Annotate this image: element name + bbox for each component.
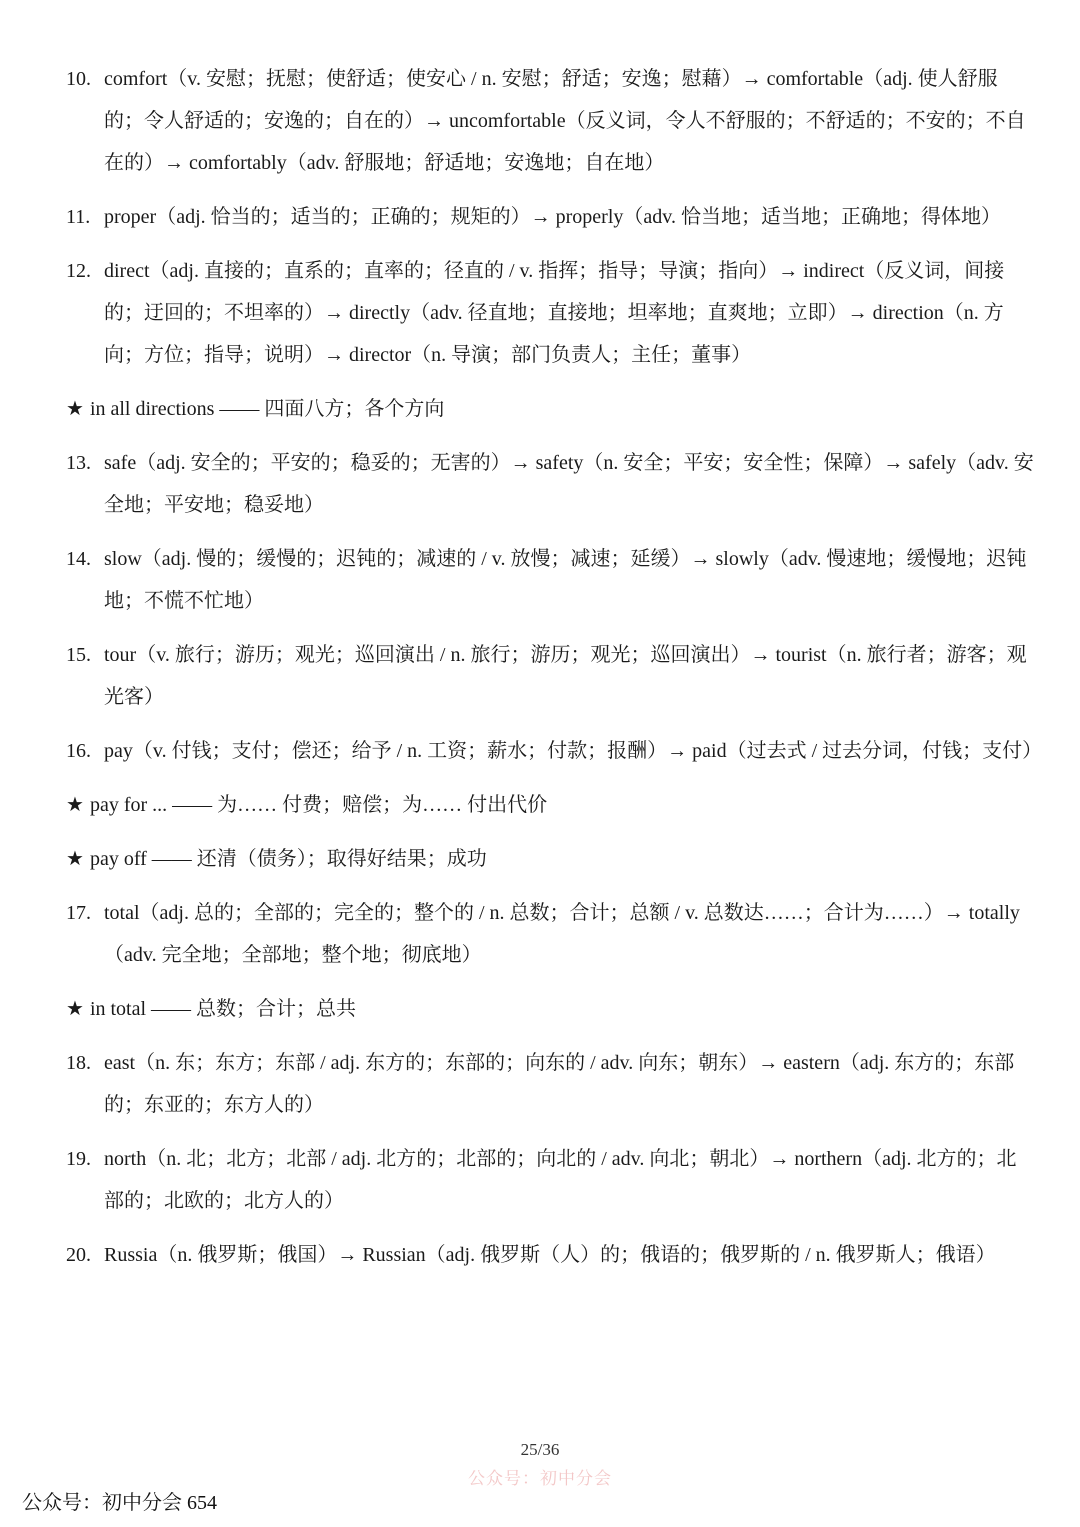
vocab-entry-20: [66, 1234, 1036, 1276]
vocab-entry-14: [66, 538, 1036, 622]
entry-number: 11.: [66, 206, 91, 228]
entry-text: slow（adj. 慢的；缓慢的；迟钝的；减速的 / v. 放慢；减速；延缓）→ slowly（adv. 慢速地；缓慢地；迟钝地；不慌不忙地）: [104, 548, 1027, 612]
vocab-entry-16: [66, 730, 1043, 772]
entry-number: 20.: [66, 1244, 91, 1266]
vocab-entry-15: [66, 634, 1036, 718]
entry-number: 15.: [66, 644, 91, 666]
vocab-entry-19: [66, 1138, 1036, 1222]
entry-number: 13.: [66, 452, 91, 474]
phrase-text: in total —— 总数；合计；总共: [89, 998, 357, 1020]
entry-number: 12.: [66, 260, 91, 282]
entry-text: total（adj. 总的；全部的；完全的；整个的 / n. 总数；合计；总额 / v. 总数达……；合计为……）→ totally（adv. 完全地；全部地；整个地；彻底地）: [104, 902, 1020, 966]
phrase-pay-off: [66, 838, 1036, 880]
account-label: 公众号：初中分会 654: [22, 1492, 217, 1514]
entry-text: pay（v. 付钱；支付；偿还；给予 / n. 工资；薪水；付款；报酬）→ paid（过去式 / 过去分词，付钱；支付）: [104, 740, 1043, 762]
entry-number: 10.: [66, 68, 91, 90]
star-icon: ★: [66, 998, 84, 1020]
vocabulary-list: [66, 58, 1043, 1276]
phrase-in-all-directions: [66, 388, 1036, 430]
entry-number: 18.: [66, 1052, 91, 1074]
phrase-pay-for: [66, 784, 1036, 826]
star-icon: ★: [66, 398, 84, 420]
vocab-entry-18: [66, 1042, 1036, 1126]
phrase-in-total: [66, 988, 1036, 1030]
entry-text: safe（adj. 安全的；平安的；稳妥的；无害的）→ safety（n. 安全；平安；安全性；保障）→ safely（adv. 安全地；平安地；稳妥地）: [104, 452, 1034, 516]
entry-text: comfort（v. 安慰；抚慰；使舒适；使安心 / n. 安慰；舒适；安逸；慰藉）→ comfortable（adj. 使人舒服的；令人舒适的；安逸的；自在的）→ uncomfortable（反义词，令人不舒服的；不舒适的；不安的；不自在的）→ comfortably（adv. 舒服地；舒适地；安逸地；自在地）: [104, 68, 1026, 174]
vocab-entry-13: [66, 442, 1036, 526]
star-icon: ★: [66, 848, 84, 870]
vocab-entry-11: [66, 196, 1036, 238]
entry-text: north（n. 北；北方；北部 / adj. 北方的；北部的；向北的 / adv. 向北；朝北）→ northern（adj. 北方的；北部的；北欧的；北方人的）: [104, 1148, 1017, 1212]
entry-number: 19.: [66, 1148, 91, 1170]
entry-text: direct（adj. 直接的；直系的；直率的；径直的 / v. 指挥；指导；导演；指向）→ indirect（反义词，间接的；迂回的；不坦率的）→ directly（adv. 径直地；直接地；坦率地；直爽地；立即）→ direction（n. 方向；方位；指导；说明）→ director（n. 导演；部门负责人；主任；董事）: [104, 260, 1005, 366]
vocab-entry-12: [66, 250, 1036, 376]
phrase-text: pay for ... —— 为…… 付费；赔偿；为…… 付出代价: [89, 794, 548, 816]
entry-number: 16.: [66, 740, 91, 762]
entry-number: 17.: [66, 902, 91, 924]
entry-number: 14.: [66, 548, 91, 570]
page-number: 25/36: [520, 1440, 560, 1459]
phrase-text: in all directions —— 四面八方；各个方向: [89, 398, 445, 420]
watermark: 公众号：初中分会: [468, 1469, 612, 1489]
phrase-text: pay off —— 还清（债务）；取得好结果；成功: [89, 848, 487, 870]
star-icon: ★: [66, 794, 84, 816]
vocab-entry-17: [66, 892, 1036, 976]
entry-text: east（n. 东；东方；东部 / adj. 东方的；东部的；向东的 / adv. 向东；朝东）→ eastern（adj. 东方的；东部的；东亚的；东方人的）: [104, 1052, 1015, 1116]
entry-text: Russia（n. 俄罗斯；俄国）→ Russian（adj. 俄罗斯（人）的；俄语的；俄罗斯的 / n. 俄罗斯人；俄语）: [104, 1244, 996, 1266]
entry-text: tour（v. 旅行；游历；观光；巡回演出 / n. 旅行；游历；观光；巡回演出）→ tourist（n. 旅行者；游客；观光客）: [104, 644, 1027, 708]
vocab-entry-10: [66, 58, 1036, 184]
entry-text: proper（adj. 恰当的；适当的；正确的；规矩的）→ properly（adv. 恰当地；适当地；正确地；得体地）: [104, 206, 1001, 228]
